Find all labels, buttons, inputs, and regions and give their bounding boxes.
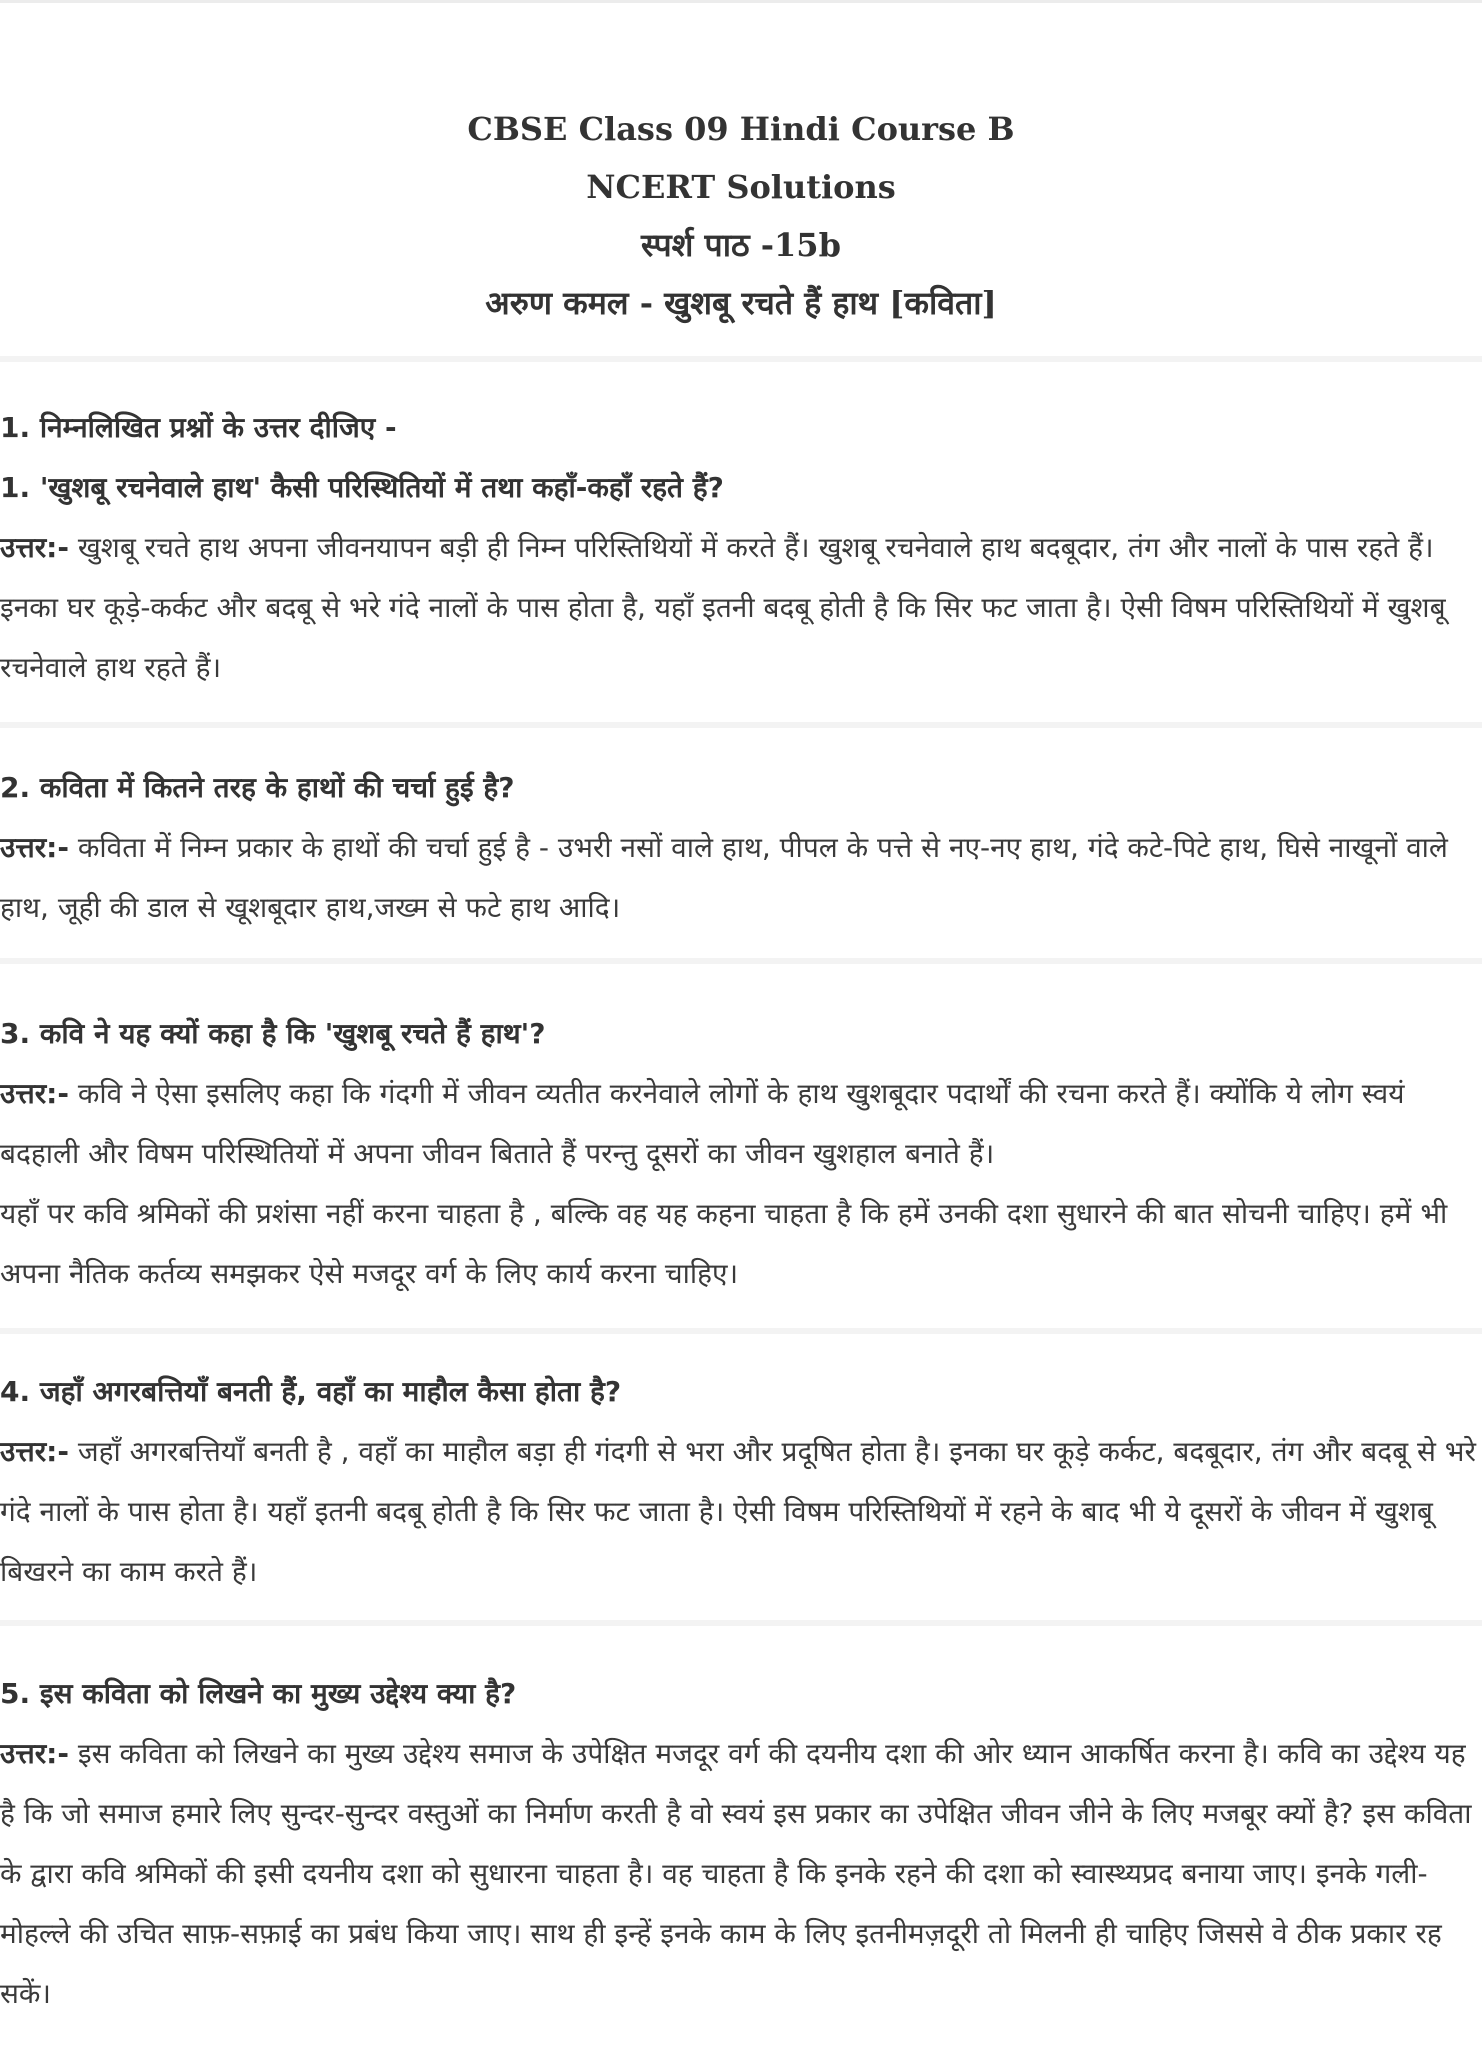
answer-text: जहाँ अगरबत्तियाँ बनती है , वहाँ का माहौल बड़ा ही गंदगी से भरा और प्रदूषित होता है। इनका घर कूड़े कर्कट, बदबूदार, तंग और बदबू से भरे गंदे नालों के पास होता है। यहाँ इतनी बदबू होती है कि सिर फट जाता है। ऐसी विषम परिस्तिथियों में रहने के बाद भी ये दूसरों के जीवन में खुशबू बिखरने का काम करते हैं। [0,1435,1476,1588]
divider [0,1620,1482,1626]
qa-block-5 [0,1664,1482,2024]
qa-block-1 [0,398,1482,698]
answer-5 [0,1724,1482,2024]
question-1: 1. 'खुशबू रचनेवाले हाथ' कैसी परिस्थितियों में तथा कहाँ-कहाँ रहते हैं? [0,471,724,504]
divider [0,958,1482,964]
divider [0,1328,1482,1334]
answer-2 [0,818,1482,938]
section-heading: 1. निम्नलिखित प्रश्नों के उत्तर दीजिए - [0,411,397,444]
header-class-title: CBSE Class 09 Hindi Course B [467,110,1015,148]
answer-1 [0,518,1482,698]
question-5: 5. इस कविता को लिखने का मुख्य उद्देश्य क्या है? [0,1677,517,1710]
header-lesson-title: स्पर्श पाठ -15b [641,226,841,264]
question-2: 2. कविता में कितने तरह के हाथों की चर्चा हुई है? [0,771,515,804]
header-poem-title: अरुण कमल - खुशबू रचते हैं हाथ [कविता] [485,284,997,322]
qa-block-3 [0,1004,1482,1304]
answer-text: यहाँ पर कवि श्रमिकों की प्रशंसा नहीं करना चाहता है , बल्कि वह यह कहना चाहता है कि हमें उनकी दशा सुधारने की बात सोचनी चाहिए। हमें भी अपना नैतिक कर्तव्य समझकर ऐसे मजदूर वर्ग के लिए कार्य करना चाहिए। [0,1197,1448,1290]
answer-3-continued [0,1184,1482,1304]
header-solutions-title: NCERT Solutions [586,168,896,206]
question-4: 4. जहाँ अगरबत्तियाँ बनती हैं, वहाँ का माहौल कैसा होता है? [0,1375,622,1408]
answer-text: खुशबू रचते हाथ अपना जीवनयापन बड़ी ही निम्न परिस्तिथियों में करते हैं। खुशबू रचनेवाले हाथ बदबूदार, तंग और नालों के पास रहते हैं। इनका घर कूड़े-कर्कट और बदबू से भरे गंदे नालों के पास होता है, यहाँ इतनी बदबू होती है कि सिर फट जाता है। ऐसी विषम परिस्तिथियों में खुशबू रचनेवाले हाथ रहते हैं। [0,531,1446,684]
answer-4 [0,1422,1482,1602]
answer-text: कवि ने ऐसा इसलिए कहा कि गंदगी में जीवन व्यतीत करनेवाले लोगों के हाथ खुशबूदार पदार्थों की रचना करते हैं। क्योंकि ये लोग स्वयं बदहाली और विषम परिस्थितियों में अपना जीवन बिताते हैं परन्तु दूसरों का जीवन खुशहाल बनाते हैं। [0,1077,1405,1170]
qa-block-4 [0,1362,1482,1602]
answer-label: उत्तर:- [0,1435,69,1468]
answer-label: उत्तर:- [0,1077,69,1110]
answer-text: इस कविता को लिखने का मुख्य उद्देश्य समाज के उपेक्षित मजदूर वर्ग की दयनीय दशा की ओर ध्यान आकर्षित करना है। कवि का उद्देश्य यह है कि जो समाज हमारे लिए सुन्दर-सुन्दर वस्तुओं का निर्माण करती है वो स्वयं इस प्रकार का उपेक्षित जीवन जीने के लिए मजबूर क्यों है? इस कविता के द्वारा कवि श्रमिकों की इसी दयनीय दशा को सुधारना चाहता है। वह चाहता है कि इनके रहने की दशा को स्वास्थ्यप्रद बनाया जाए। इनके गली-मोहल्ले की उचित साफ़-सफ़ाई का प्रबंध किया जाए। साथ ही इन्हें इनके काम के लिए इतनीमज़दूरी तो मिलनी ही चाहिए जिससे वे ठीक प्रकार रह सकें। [0,1737,1472,2010]
divider [0,722,1482,728]
answer-label: उत्तर:- [0,831,69,864]
divider [0,356,1482,362]
answer-3 [0,1064,1482,1184]
qa-block-2 [0,758,1482,938]
question-3: 3. कवि ने यह क्यों कहा है कि 'खुशबू रचते हैं हाथ'? [0,1017,546,1050]
top-rule [0,0,1482,3]
answer-text: कविता में निम्न प्रकार के हाथों की चर्चा हुई है - उभरी नसों वाले हाथ, पीपल के पत्ते से नए-नए हाथ, गंदे कटे-पिटे हाथ, घिसे नाखूनों वाले हाथ, जूही की डाल से खूशबूदार हाथ,जख्म से फटे हाथ आदि। [0,831,1448,924]
document-header [0,100,1482,332]
answer-label: उत्तर:- [0,531,69,564]
answer-label: उत्तर:- [0,1737,69,1770]
